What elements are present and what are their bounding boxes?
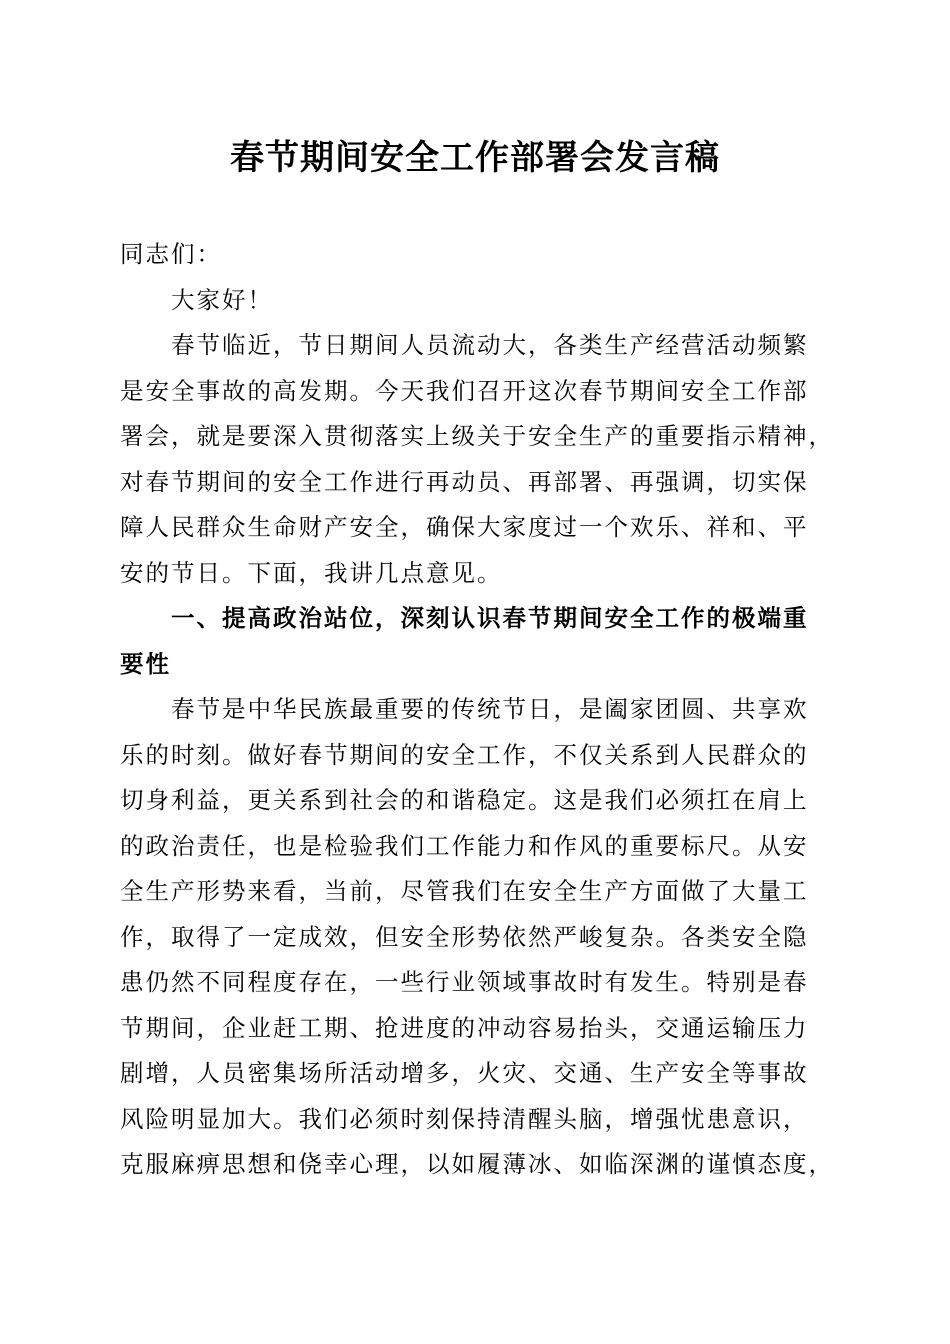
paragraph-line: 风险明显加大。我们必须时刻保持清醒头脑，增强忧患意识，	[120, 1104, 809, 1133]
paragraph-line: 是安全事故的高发期。今天我们召开这次春节期间安全工作部	[120, 376, 809, 405]
paragraph-line: 春节临近，节日期间人员流动大，各类生产经营活动频繁	[171, 331, 809, 359]
paragraph-line: 对春节期间的安全工作进行再动员、再部署、再强调，切实保	[120, 467, 809, 496]
section-heading: 一、提高政治站位，深刻认识春节期间安全工作的极端重	[171, 604, 809, 632]
paragraph-line: 切身利益，更关系到社会的和谐稳定。这是我们必须扛在肩上	[120, 786, 809, 814]
document-body	[120, 232, 836, 1188]
paragraph-line: 春节是中华民族最重要的传统节日，是阖家团圆、共享欢	[171, 695, 809, 723]
paragraph-line: 剧增，人员密集场所活动增多，火灾、交通、生产安全等事故	[120, 1059, 809, 1087]
paragraph-line: 障人民群众生命财产安全，确保大家度过一个欢乐、祥和、平	[120, 513, 809, 541]
paragraph-line: 乐的时刻。做好春节期间的安全工作，不仅关系到人民群众的	[120, 740, 809, 769]
section-heading: 要性	[120, 649, 171, 678]
paragraph-line: 的政治责任，也是检验我们工作能力和作风的重要标尺。从安	[120, 831, 809, 860]
paragraph-line: 患仍然不同程度存在，一些行业领域事故时有发生。特别是春	[120, 968, 809, 996]
paragraph-line: 克服麻痹思想和侥幸心理，以如履薄冰、如临深渊的谨慎态度，	[120, 1150, 834, 1178]
paragraph-line: 安的节日。下面，我讲几点意见。	[120, 558, 503, 587]
paragraph-line: 全生产形势来看，当前，尽管我们在安全生产方面做了大量工	[120, 877, 809, 905]
salutation: 同志们：	[120, 240, 222, 268]
document-title: 春节期间安全工作部署会发言稿	[230, 138, 720, 178]
paragraph-line: 署会，就是要深入贯彻落实上级关于安全生产的重要指示精神，	[120, 422, 834, 450]
paragraph-line: 作，取得了一定成效，但安全形势依然严峻复杂。各类安全隐	[120, 922, 809, 951]
greeting: 大家好！	[171, 285, 273, 314]
paragraph-line: 节期间，企业赶工期、抢进度的冲动容易抬头，交通运输压力	[120, 1013, 809, 1042]
